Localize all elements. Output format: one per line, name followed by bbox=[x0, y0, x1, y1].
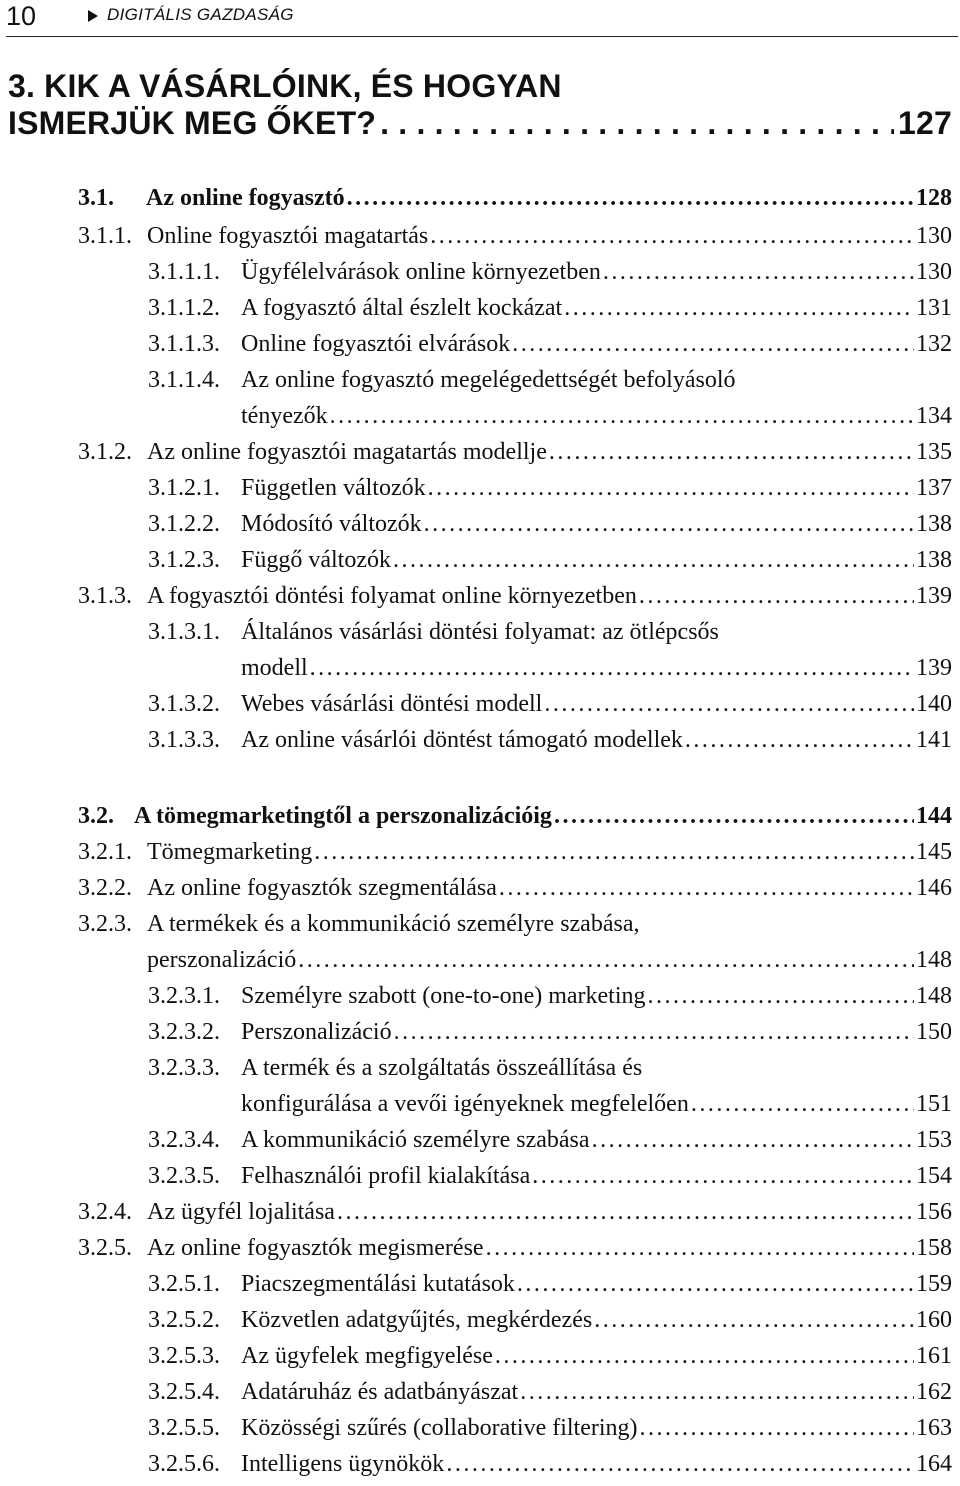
toc-entry-number: 3.2.5. bbox=[78, 1235, 132, 1261]
toc-entry-title: Az online vásárlói döntést támogató modellek bbox=[241, 727, 683, 753]
toc-entry-title: Személyre szabott (one-to-one) marketing bbox=[241, 983, 646, 1009]
toc-entry-page: 158 bbox=[916, 1235, 952, 1261]
toc-entry-number: 3.2. bbox=[78, 803, 114, 829]
toc-entry[interactable] bbox=[148, 290, 952, 326]
toc-entry-number: 3.2.3.5. bbox=[148, 1163, 220, 1189]
dot-leader bbox=[685, 722, 914, 758]
toc-entry-page: 134 bbox=[916, 403, 952, 429]
toc-entry-number: 3.1.1.4. bbox=[148, 367, 220, 393]
toc-entry-title: Az online fogyasztók szegmentálása bbox=[147, 875, 497, 901]
toc-entry-title-continued: modell bbox=[241, 655, 308, 681]
dot-leader bbox=[446, 1446, 914, 1482]
toc-entry-page: 148 bbox=[916, 983, 952, 1009]
toc-entry-page: 163 bbox=[916, 1415, 952, 1441]
toc-entry-page: 154 bbox=[916, 1163, 952, 1189]
toc-entry[interactable] bbox=[148, 1446, 952, 1482]
toc-entry[interactable] bbox=[78, 1230, 952, 1266]
toc-entry-page: 150 bbox=[916, 1019, 952, 1045]
toc-entry[interactable] bbox=[78, 798, 952, 834]
toc-entry-page: 156 bbox=[916, 1199, 952, 1225]
toc-entry-page: 138 bbox=[916, 511, 952, 537]
page-number: 10 bbox=[6, 1, 37, 31]
dot-leader bbox=[594, 1302, 914, 1338]
toc-entry[interactable] bbox=[148, 1374, 952, 1410]
chapter-title-line-2: ISMERJÜK MEG ŐKET? bbox=[8, 105, 377, 141]
running-head-title: DIGITÁLIS GAZDASÁG bbox=[107, 5, 294, 24]
dot-leader bbox=[517, 1266, 914, 1302]
dot-leader bbox=[544, 686, 914, 722]
toc-entry-page: 161 bbox=[916, 1343, 952, 1369]
chapter-heading bbox=[8, 68, 952, 142]
dot-leader bbox=[380, 105, 894, 142]
dot-leader bbox=[330, 398, 914, 434]
toc-entry-number: 3.2.3.1. bbox=[148, 983, 220, 1009]
toc-entry-number: 3.2.5.5. bbox=[148, 1415, 220, 1441]
toc-entry-title: A termékek és a kommunikáció személyre szabása, bbox=[147, 911, 640, 937]
toc-entry-number: 3.1. bbox=[78, 185, 114, 211]
toc-entry-title: Közösségi szűrés (collaborative filtering) bbox=[241, 1415, 638, 1441]
dot-leader bbox=[564, 290, 914, 326]
toc-entry-number: 3.2.1. bbox=[78, 839, 132, 865]
toc-entry-title: Webes vásárlási döntési modell bbox=[241, 691, 543, 717]
dot-leader bbox=[495, 1338, 914, 1374]
toc-entry[interactable] bbox=[148, 254, 952, 290]
toc-entry[interactable] bbox=[78, 906, 952, 978]
toc-entry-title: Tömegmarketing bbox=[147, 839, 313, 865]
dot-leader bbox=[639, 578, 914, 614]
toc-entry-number: 3.2.5.2. bbox=[148, 1307, 220, 1333]
toc-entry-page: 139 bbox=[916, 583, 952, 609]
dot-leader bbox=[393, 542, 914, 578]
toc-entry-title: Felhasználói profil kialakítása bbox=[241, 1163, 531, 1189]
toc-entry-number: 3.1.3.1. bbox=[148, 619, 220, 645]
dot-leader bbox=[592, 1122, 914, 1158]
toc-entry-title-continued: konfigurálása a vevői igényeknek megfelelően bbox=[241, 1091, 689, 1117]
chapter-title-line-1: 3. KIK A VÁSÁRLÓINK, ÉS HOGYAN bbox=[8, 68, 562, 104]
toc-entry[interactable] bbox=[78, 834, 952, 870]
toc-entry-title: Az online fogyasztói magatartás modellje bbox=[147, 439, 547, 465]
toc-entry-title: Általános vásárlási döntési folyamat: az ötlépcsős bbox=[241, 619, 719, 645]
toc-entry[interactable] bbox=[148, 506, 952, 542]
toc-entry[interactable] bbox=[148, 1158, 952, 1194]
toc-entry-title: A kommunikáció személyre szabása bbox=[241, 1127, 590, 1153]
toc-entry-page: 146 bbox=[916, 875, 952, 901]
toc-entry-title-continued: perszonalizáció bbox=[147, 947, 297, 973]
toc-entry[interactable] bbox=[148, 1050, 952, 1122]
dot-leader bbox=[347, 180, 914, 216]
toc-entry[interactable] bbox=[148, 686, 952, 722]
toc-entry[interactable] bbox=[148, 614, 952, 686]
toc-entry-number: 3.2.3.4. bbox=[148, 1127, 220, 1153]
toc-entry-page: 130 bbox=[916, 259, 952, 285]
toc-entry[interactable] bbox=[148, 978, 952, 1014]
toc-entry[interactable] bbox=[78, 578, 952, 614]
dot-leader bbox=[499, 870, 914, 906]
dot-leader bbox=[512, 326, 914, 362]
toc-entry-number: 3.1.1.1. bbox=[148, 259, 220, 285]
toc-entry-title: Ügyfélelvárások online környezetben bbox=[241, 259, 601, 285]
toc-entry-number: 3.1.1.3. bbox=[148, 331, 220, 357]
toc-entry[interactable] bbox=[148, 1014, 952, 1050]
toc-entry-page: 140 bbox=[916, 691, 952, 717]
toc-entry-title: Módosító változók bbox=[241, 511, 422, 537]
toc-entry-number: 3.1.3.2. bbox=[148, 691, 220, 717]
toc-entry[interactable] bbox=[148, 1302, 952, 1338]
toc-entry-page: 132 bbox=[916, 331, 952, 357]
toc-entry-page: 151 bbox=[916, 1091, 952, 1117]
toc-entry-number: 3.1.2.1. bbox=[148, 475, 220, 501]
toc-entry-number: 3.2.3.2. bbox=[148, 1019, 220, 1045]
toc-entry-number: 3.2.5.3. bbox=[148, 1343, 220, 1369]
toc-entry-page: 137 bbox=[916, 475, 952, 501]
toc-entry-page: 164 bbox=[916, 1451, 952, 1477]
dot-leader bbox=[298, 942, 914, 978]
dot-leader bbox=[486, 1230, 914, 1266]
toc-entry-title: Adatáruház és adatbányászat bbox=[241, 1379, 519, 1405]
dot-leader bbox=[640, 1410, 914, 1446]
toc-entry[interactable] bbox=[78, 180, 952, 216]
toc-entry-page: 162 bbox=[916, 1379, 952, 1405]
toc-entry-page: 141 bbox=[916, 727, 952, 753]
toc-entry[interactable] bbox=[148, 542, 952, 578]
dot-leader bbox=[603, 254, 914, 290]
toc-entry[interactable] bbox=[148, 1338, 952, 1374]
toc-entry-title: Az online fogyasztó megelégedettségét befolyásoló bbox=[241, 367, 736, 393]
toc-entry-number: 3.2.5.6. bbox=[148, 1451, 220, 1477]
toc-entry-page: 148 bbox=[916, 947, 952, 973]
toc-entry-number: 3.1.3.3. bbox=[148, 727, 220, 753]
toc-entry[interactable] bbox=[78, 870, 952, 906]
toc-entry-title: Piacszegmentálási kutatások bbox=[241, 1271, 515, 1297]
toc-entry-page: 145 bbox=[916, 839, 952, 865]
toc-entry-page: 138 bbox=[916, 547, 952, 573]
toc-entry-page: 160 bbox=[916, 1307, 952, 1333]
toc-entry-title-continued: tényezők bbox=[241, 403, 328, 429]
dot-leader bbox=[430, 218, 914, 254]
toc-entry[interactable] bbox=[148, 470, 952, 506]
toc-entry-number: 3.1.1. bbox=[78, 223, 132, 249]
toc-entry-number: 3.1.2.3. bbox=[148, 547, 220, 573]
toc-entry-title: Az ügyfél lojalitása bbox=[147, 1199, 335, 1225]
dot-leader bbox=[532, 1158, 914, 1194]
dot-leader bbox=[648, 978, 914, 1014]
toc-entry-number: 3.2.3.3. bbox=[148, 1055, 220, 1081]
dot-leader bbox=[424, 506, 914, 542]
toc-entry-title: A tömegmarketingtől a perszonalizációig bbox=[134, 803, 552, 829]
toc-entry[interactable] bbox=[78, 434, 952, 470]
toc-entry-title: Az online fogyasztó bbox=[146, 185, 345, 211]
dot-leader bbox=[310, 650, 914, 686]
dot-leader bbox=[337, 1194, 914, 1230]
running-header bbox=[6, 0, 958, 37]
toc-entry-number: 3.2.3. bbox=[78, 911, 132, 937]
toc-entry-title: Független változók bbox=[241, 475, 426, 501]
dot-leader bbox=[314, 834, 914, 870]
chapter-page-number: 127 bbox=[898, 105, 952, 141]
toc-entry[interactable] bbox=[78, 1194, 952, 1230]
toc-entry-number: 3.2.4. bbox=[78, 1199, 132, 1225]
toc-entry-title: Intelligens ügynökök bbox=[241, 1451, 445, 1477]
toc-entry[interactable] bbox=[78, 218, 952, 254]
toc-entry[interactable] bbox=[148, 1410, 952, 1446]
toc-entry-title: Függő változók bbox=[241, 547, 391, 573]
toc-entry[interactable] bbox=[148, 326, 952, 362]
toc-entry-title: Online fogyasztói magatartás bbox=[147, 223, 429, 249]
toc-entry[interactable] bbox=[148, 1266, 952, 1302]
toc-entry-title: Közvetlen adatgyűjtés, megkérdezés bbox=[241, 1307, 593, 1333]
toc-entry-number: 3.1.2. bbox=[78, 439, 132, 465]
toc-entry-page: 159 bbox=[916, 1271, 952, 1297]
toc-entry-page: 135 bbox=[916, 439, 952, 465]
toc-entry-number: 3.2.5.4. bbox=[148, 1379, 220, 1405]
toc-entry-title: A fogyasztói döntési folyamat online környezetben bbox=[147, 583, 637, 609]
dot-leader bbox=[428, 470, 914, 506]
toc-entry-title: Az ügyfelek megfigyelése bbox=[241, 1343, 493, 1369]
toc-entry-number: 3.1.2.2. bbox=[148, 511, 220, 537]
dot-leader bbox=[691, 1086, 914, 1122]
toc-entry-number: 3.2.2. bbox=[78, 875, 132, 901]
toc-entry-title: Perszonalizáció bbox=[241, 1019, 392, 1045]
toc-entry-page: 153 bbox=[916, 1127, 952, 1153]
toc-entry-page: 131 bbox=[916, 295, 952, 321]
toc-entry-title: Az online fogyasztók megismerése bbox=[147, 1235, 484, 1261]
toc-entry[interactable] bbox=[148, 362, 952, 434]
toc-entry-number: 3.2.5.1. bbox=[148, 1271, 220, 1297]
toc-entry-page: 144 bbox=[916, 803, 952, 829]
dot-leader bbox=[554, 798, 914, 834]
toc-entry-page: 130 bbox=[916, 223, 952, 249]
dot-leader bbox=[520, 1374, 914, 1410]
toc-entry[interactable] bbox=[148, 722, 952, 758]
toc-entry-title: A termék és a szolgáltatás összeállítása és bbox=[241, 1055, 643, 1081]
dot-leader bbox=[549, 434, 914, 470]
dot-leader bbox=[394, 1014, 914, 1050]
toc-entry-number: 3.1.1.2. bbox=[148, 295, 220, 321]
toc-entry[interactable] bbox=[148, 1122, 952, 1158]
toc-entry-title: A fogyasztó által észlelt kockázat bbox=[241, 295, 563, 321]
triangle-right-icon bbox=[88, 10, 98, 22]
toc-entry-page: 139 bbox=[916, 655, 952, 681]
toc-entry-page: 128 bbox=[916, 185, 952, 211]
toc-entry-number: 3.1.3. bbox=[78, 583, 132, 609]
toc-entry-title: Online fogyasztói elvárások bbox=[241, 331, 511, 357]
